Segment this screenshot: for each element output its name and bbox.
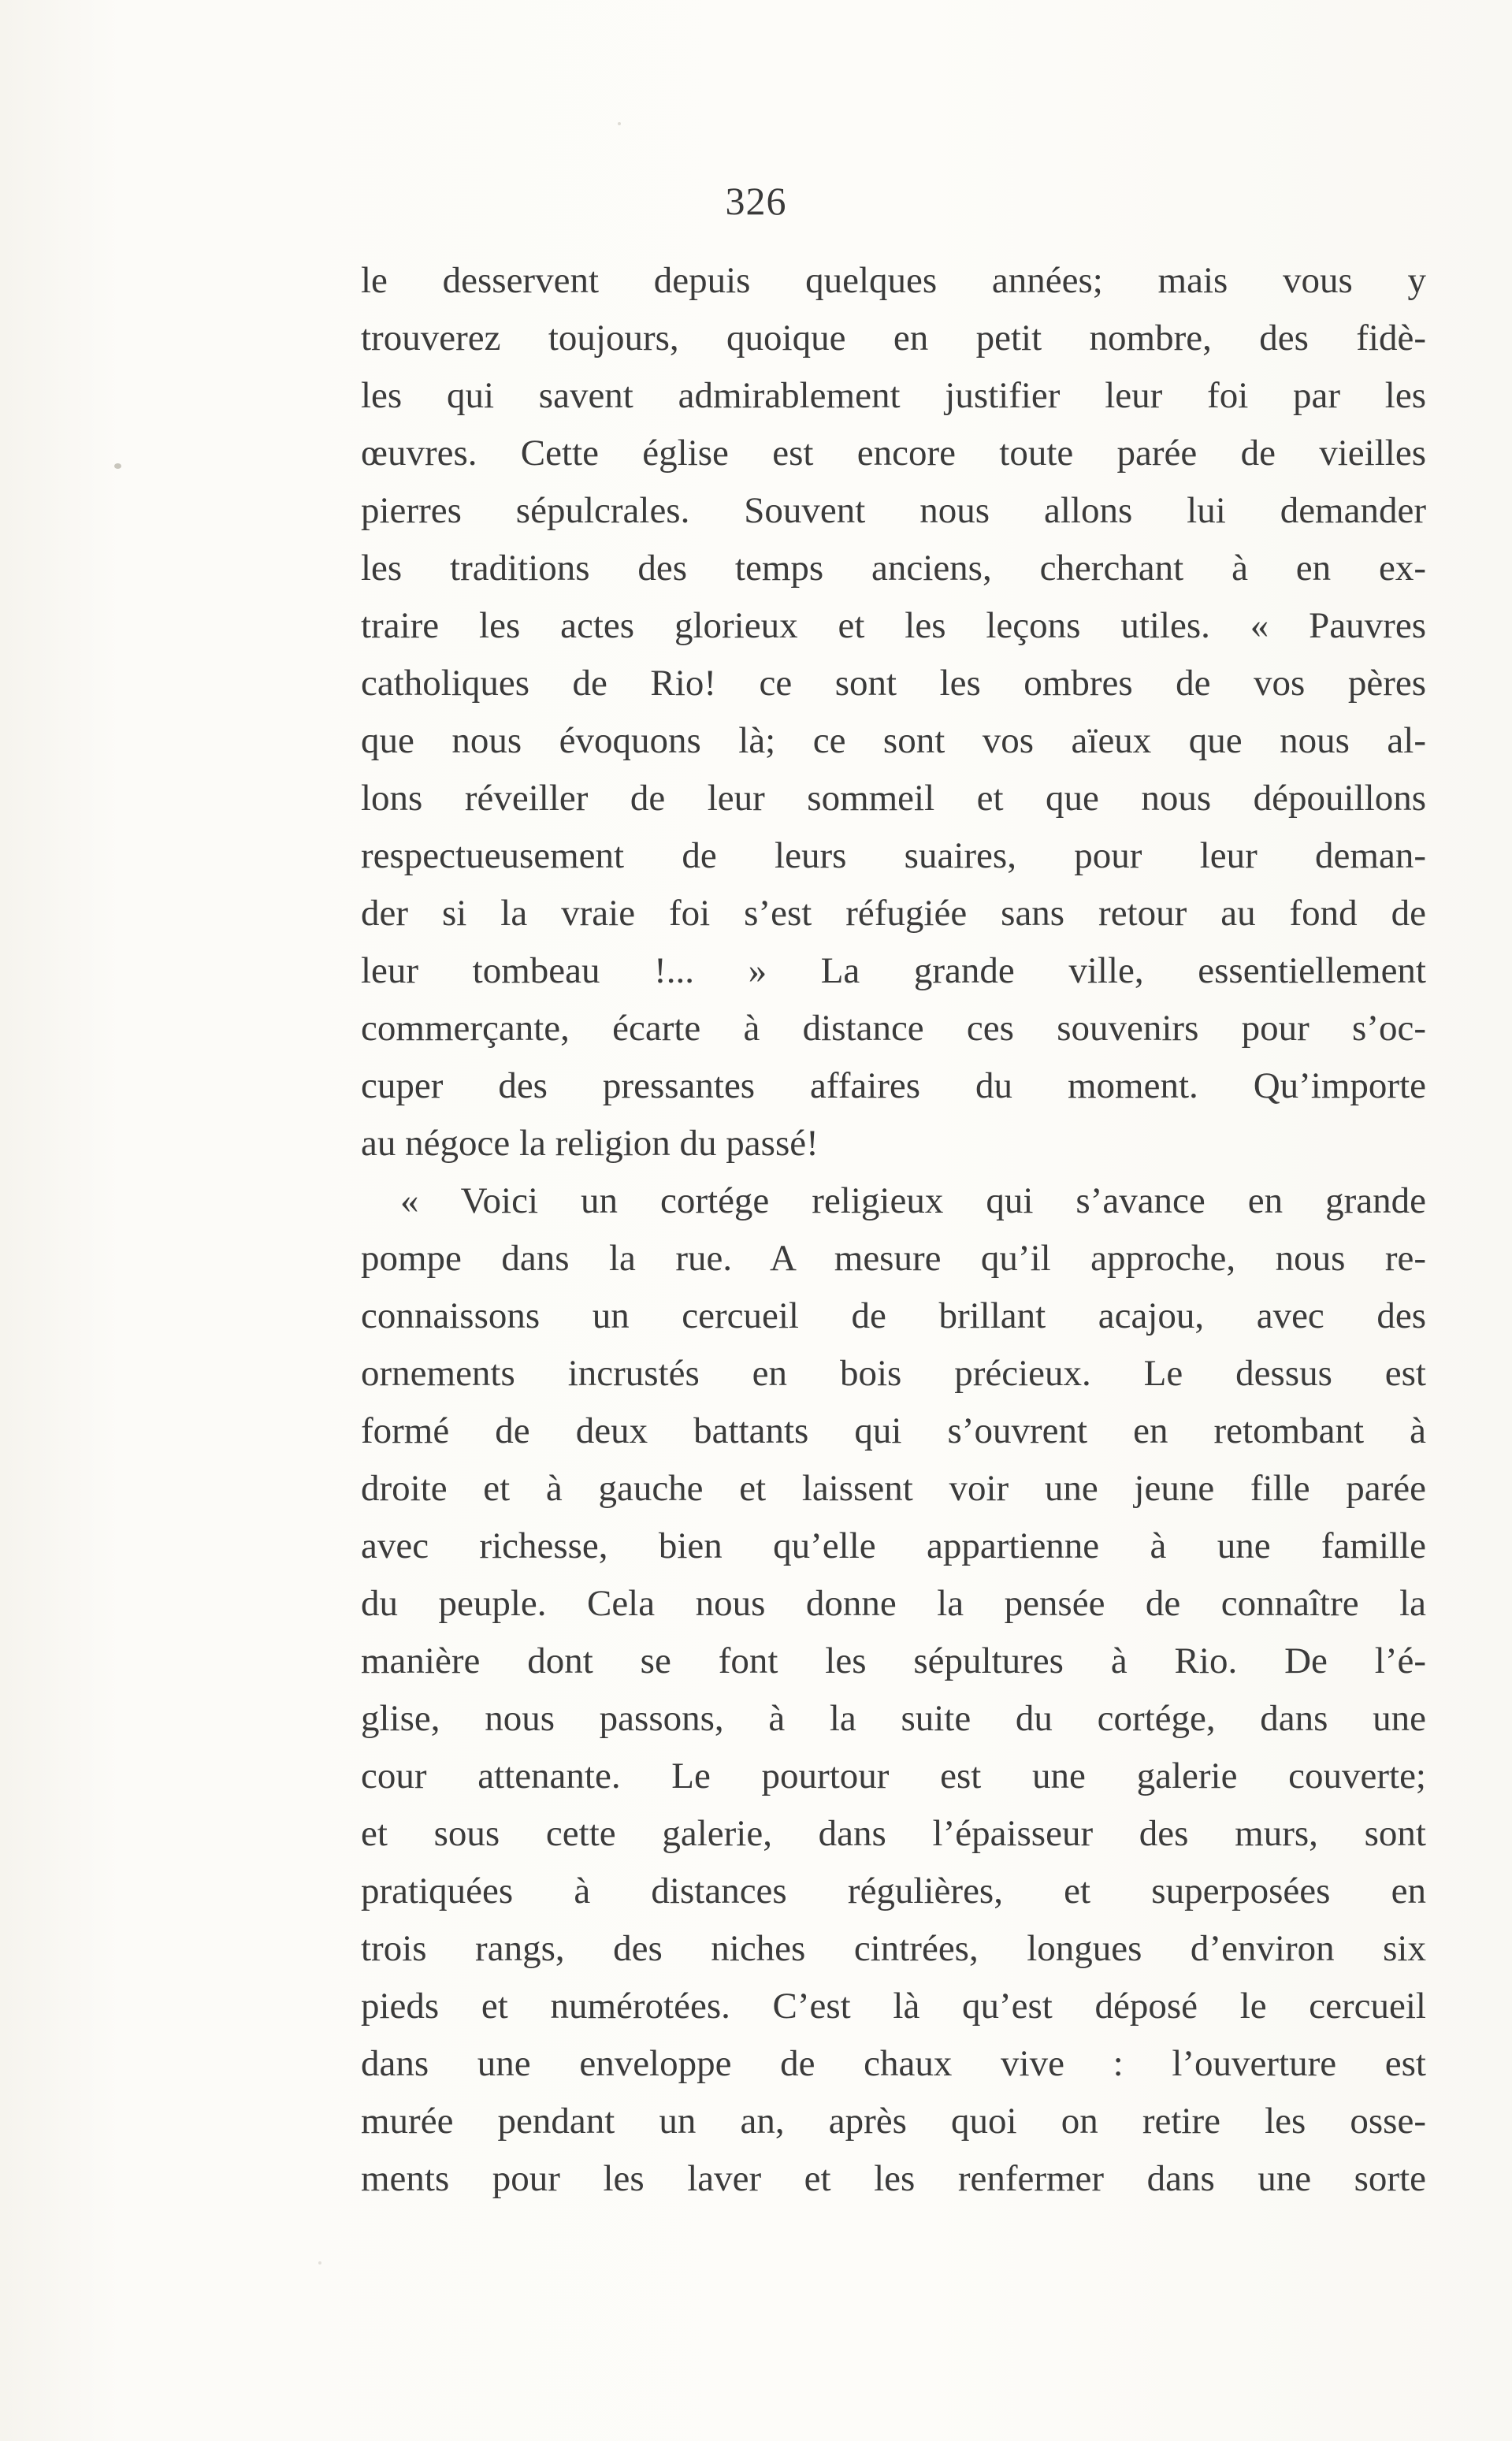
text-line: glise, nous passons, à la suite du cortége, dans une <box>361 1698 1426 1739</box>
text-line: droite et à gauche et laissent voir une jeune fille parée <box>361 1468 1426 1509</box>
paper-speck <box>318 2261 321 2265</box>
text-line: pratiquées à distances régulières, et superposées en <box>361 1871 1426 1912</box>
text-line: les traditions des temps anciens, cherchant à en ex- <box>361 548 1426 589</box>
text-line: connaissons un cercueil de brillant acajou, avec des <box>361 1295 1426 1336</box>
text-line: que nous évoquons là; ce sont vos aïeux que nous al- <box>361 720 1426 761</box>
text-line: ornements incrustés en bois précieux. Le dessus est <box>361 1353 1426 1394</box>
paper-speck <box>114 463 121 469</box>
text-line: leur tombeau !... » La grande ville, essentiellement <box>361 950 1426 991</box>
text-line: au négoce la religion du passé! <box>361 1123 819 1164</box>
text-line: œuvres. Cette église est encore toute parée de vieilles <box>361 433 1426 474</box>
text-line: dans une enveloppe de chaux vive : l’ouverture est <box>361 2043 1426 2084</box>
page-number: 326 <box>725 179 787 223</box>
text-line: der si la vraie foi s’est réfugiée sans retour au fond de <box>361 893 1426 934</box>
text-line: « Voici un cortége religieux qui s’avance en grande <box>400 1180 1426 1221</box>
text-line: pierres sépulcrales. Souvent nous allons lui demander <box>361 490 1426 531</box>
text-line: catholiques de Rio! ce sont les ombres de vos pères <box>361 663 1426 704</box>
text-line: ments pour les laver et les renfermer dans une sorte <box>361 2158 1426 2199</box>
text-line: respectueusement de leurs suaires, pour leur deman- <box>361 835 1426 876</box>
body-text <box>361 252 1426 2208</box>
text-line: cuper des pressantes affaires du moment. Qu’importe <box>361 1065 1426 1106</box>
text-line: lons réveiller de leur sommeil et que nous dépouillons <box>361 778 1426 819</box>
text-line: commerçante, écarte à distance ces souvenirs pour s’oc- <box>361 1008 1426 1049</box>
text-line: manière dont se font les sépultures à Rio. De l’é- <box>361 1640 1426 1681</box>
text-line: cour attenante. Le pourtour est une galerie couverte; <box>361 1756 1426 1796</box>
text-line: du peuple. Cela nous donne la pensée de connaître la <box>361 1583 1426 1624</box>
text-line: le desservent depuis quelques années; mais vous y <box>361 260 1426 301</box>
text-line: les qui savent admirablement justifier leur foi par les <box>361 375 1426 416</box>
text-line: trouverez toujours, quoique en petit nombre, des fidè- <box>361 318 1426 359</box>
text-line: pompe dans la rue. A mesure qu’il approche, nous re- <box>361 1238 1426 1279</box>
text-line: et sous cette galerie, dans l’épaisseur des murs, sont <box>361 1813 1426 1854</box>
text-line: trois rangs, des niches cintrées, longues d’environ six <box>361 1928 1426 1969</box>
text-line: traire les actes glorieux et les leçons utiles. « Pauvres <box>361 605 1426 646</box>
paper-speck <box>618 122 621 125</box>
text-line: avec richesse, bien qu’elle appartienne à une famille <box>361 1525 1426 1566</box>
text-line: murée pendant un an, après quoi on retire les osse- <box>361 2101 1426 2142</box>
text-line: pieds et numérotées. C’est là qu’est déposé le cercueil <box>361 1986 1426 2027</box>
text-line: formé de deux battants qui s’ouvrent en retombant à <box>361 1410 1426 1451</box>
